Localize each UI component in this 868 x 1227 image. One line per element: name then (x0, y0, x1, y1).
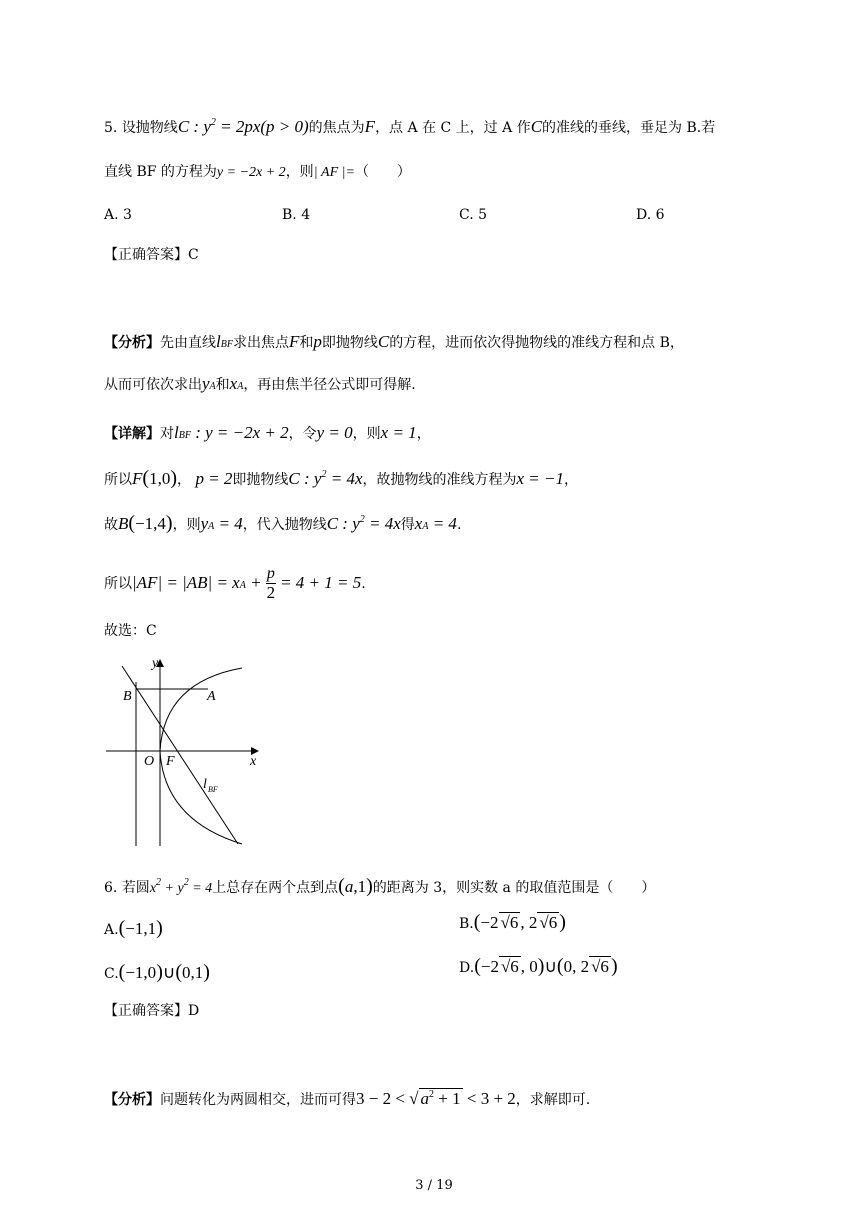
q6-option-b: B.(−2 √6 , 2 √6 ) (459, 911, 566, 933)
q6-line1: 6. 若圆$x^2 + y^2 = 4$上总存在两个点到点(a,1)的距离为 3，则实数 a 的取值范围是（ ） (104, 875, 656, 897)
q5-option-d: D. 6 (636, 207, 665, 223)
svg-text:x: x (250, 754, 257, 769)
svg-text:l: l (203, 777, 207, 792)
q5-analysis-line1: 【分析】先由直线lBF求出焦点F和p即抛物线C的方程，进而依次得抛物线的准线方程和点 B， (104, 332, 684, 351)
q5-detail-line1: 【详解】对lBF : y = −2x + 2，令y = 0，则x = 1， (104, 423, 431, 442)
svg-text:y: y (152, 656, 159, 671)
svg-text:A: A (207, 689, 216, 704)
q5-detail-line3: 故B(−1,4)，则yA = 4，代入抛物线C : $y^2 = 4x$得xA = 4. (104, 512, 462, 534)
page-number: 3 / 19 (415, 1178, 453, 1193)
q5-detail-line2: 所以F(1,0)， p = 2即抛物线C : $y^2 = 4x$，故抛物线的准线方程为x = −1， (104, 467, 578, 489)
parabola-figure (104, 652, 264, 848)
svg-text:B: B (123, 689, 132, 704)
q6-option-c: C.(−1,0)∪(0,1) (104, 961, 210, 983)
q6-analysis: 【分析】问题转化为两圆相交，进而可得3 − 2 < √ $a^2 + 1 < 3 + 2$，求解即可. (104, 1089, 591, 1108)
svg-text:BF: BF (208, 785, 218, 794)
q6-option-d: D.(−2 √6 , 0)∪(0, 2 √6 ) (459, 955, 618, 977)
q5-option-a: A. 3 (104, 207, 132, 223)
svg-text:O: O (144, 754, 155, 769)
svg-text:F: F (166, 754, 175, 769)
q5-analysis-line2: 从而可依次求出yA和xA，再由焦半径公式即可得解. (104, 374, 416, 393)
q6-answer: 【正确答案】D (104, 1003, 200, 1019)
q5-detail-line4: 所以|AF| = |AB| = xA + $\frac{p}{2}$ = 4 + 1 = 5. (104, 565, 366, 602)
q5-choose: 故选：C (104, 623, 157, 639)
q5-option-b: B. 4 (282, 207, 311, 223)
q5-answer: 【正确答案】C (104, 247, 199, 263)
q5-line1: 5. 设抛物线C : $y^2 = 2px(p > 0)$的焦点为F，点 A 在 C 上，过 A 作C的准线的垂线，垂足为 B.若 (104, 117, 716, 136)
line-bf (122, 666, 238, 844)
q5-line2: 直线 BF 的方程为y = −2x + 2，则| AF |=（ ） (104, 164, 411, 180)
q5-equation: C : $y^2 = 2px(p > 0)$ (177, 117, 309, 136)
q6-option-a: A.(−1,1) (104, 917, 163, 939)
q5-option-c: C. 5 (459, 207, 488, 223)
